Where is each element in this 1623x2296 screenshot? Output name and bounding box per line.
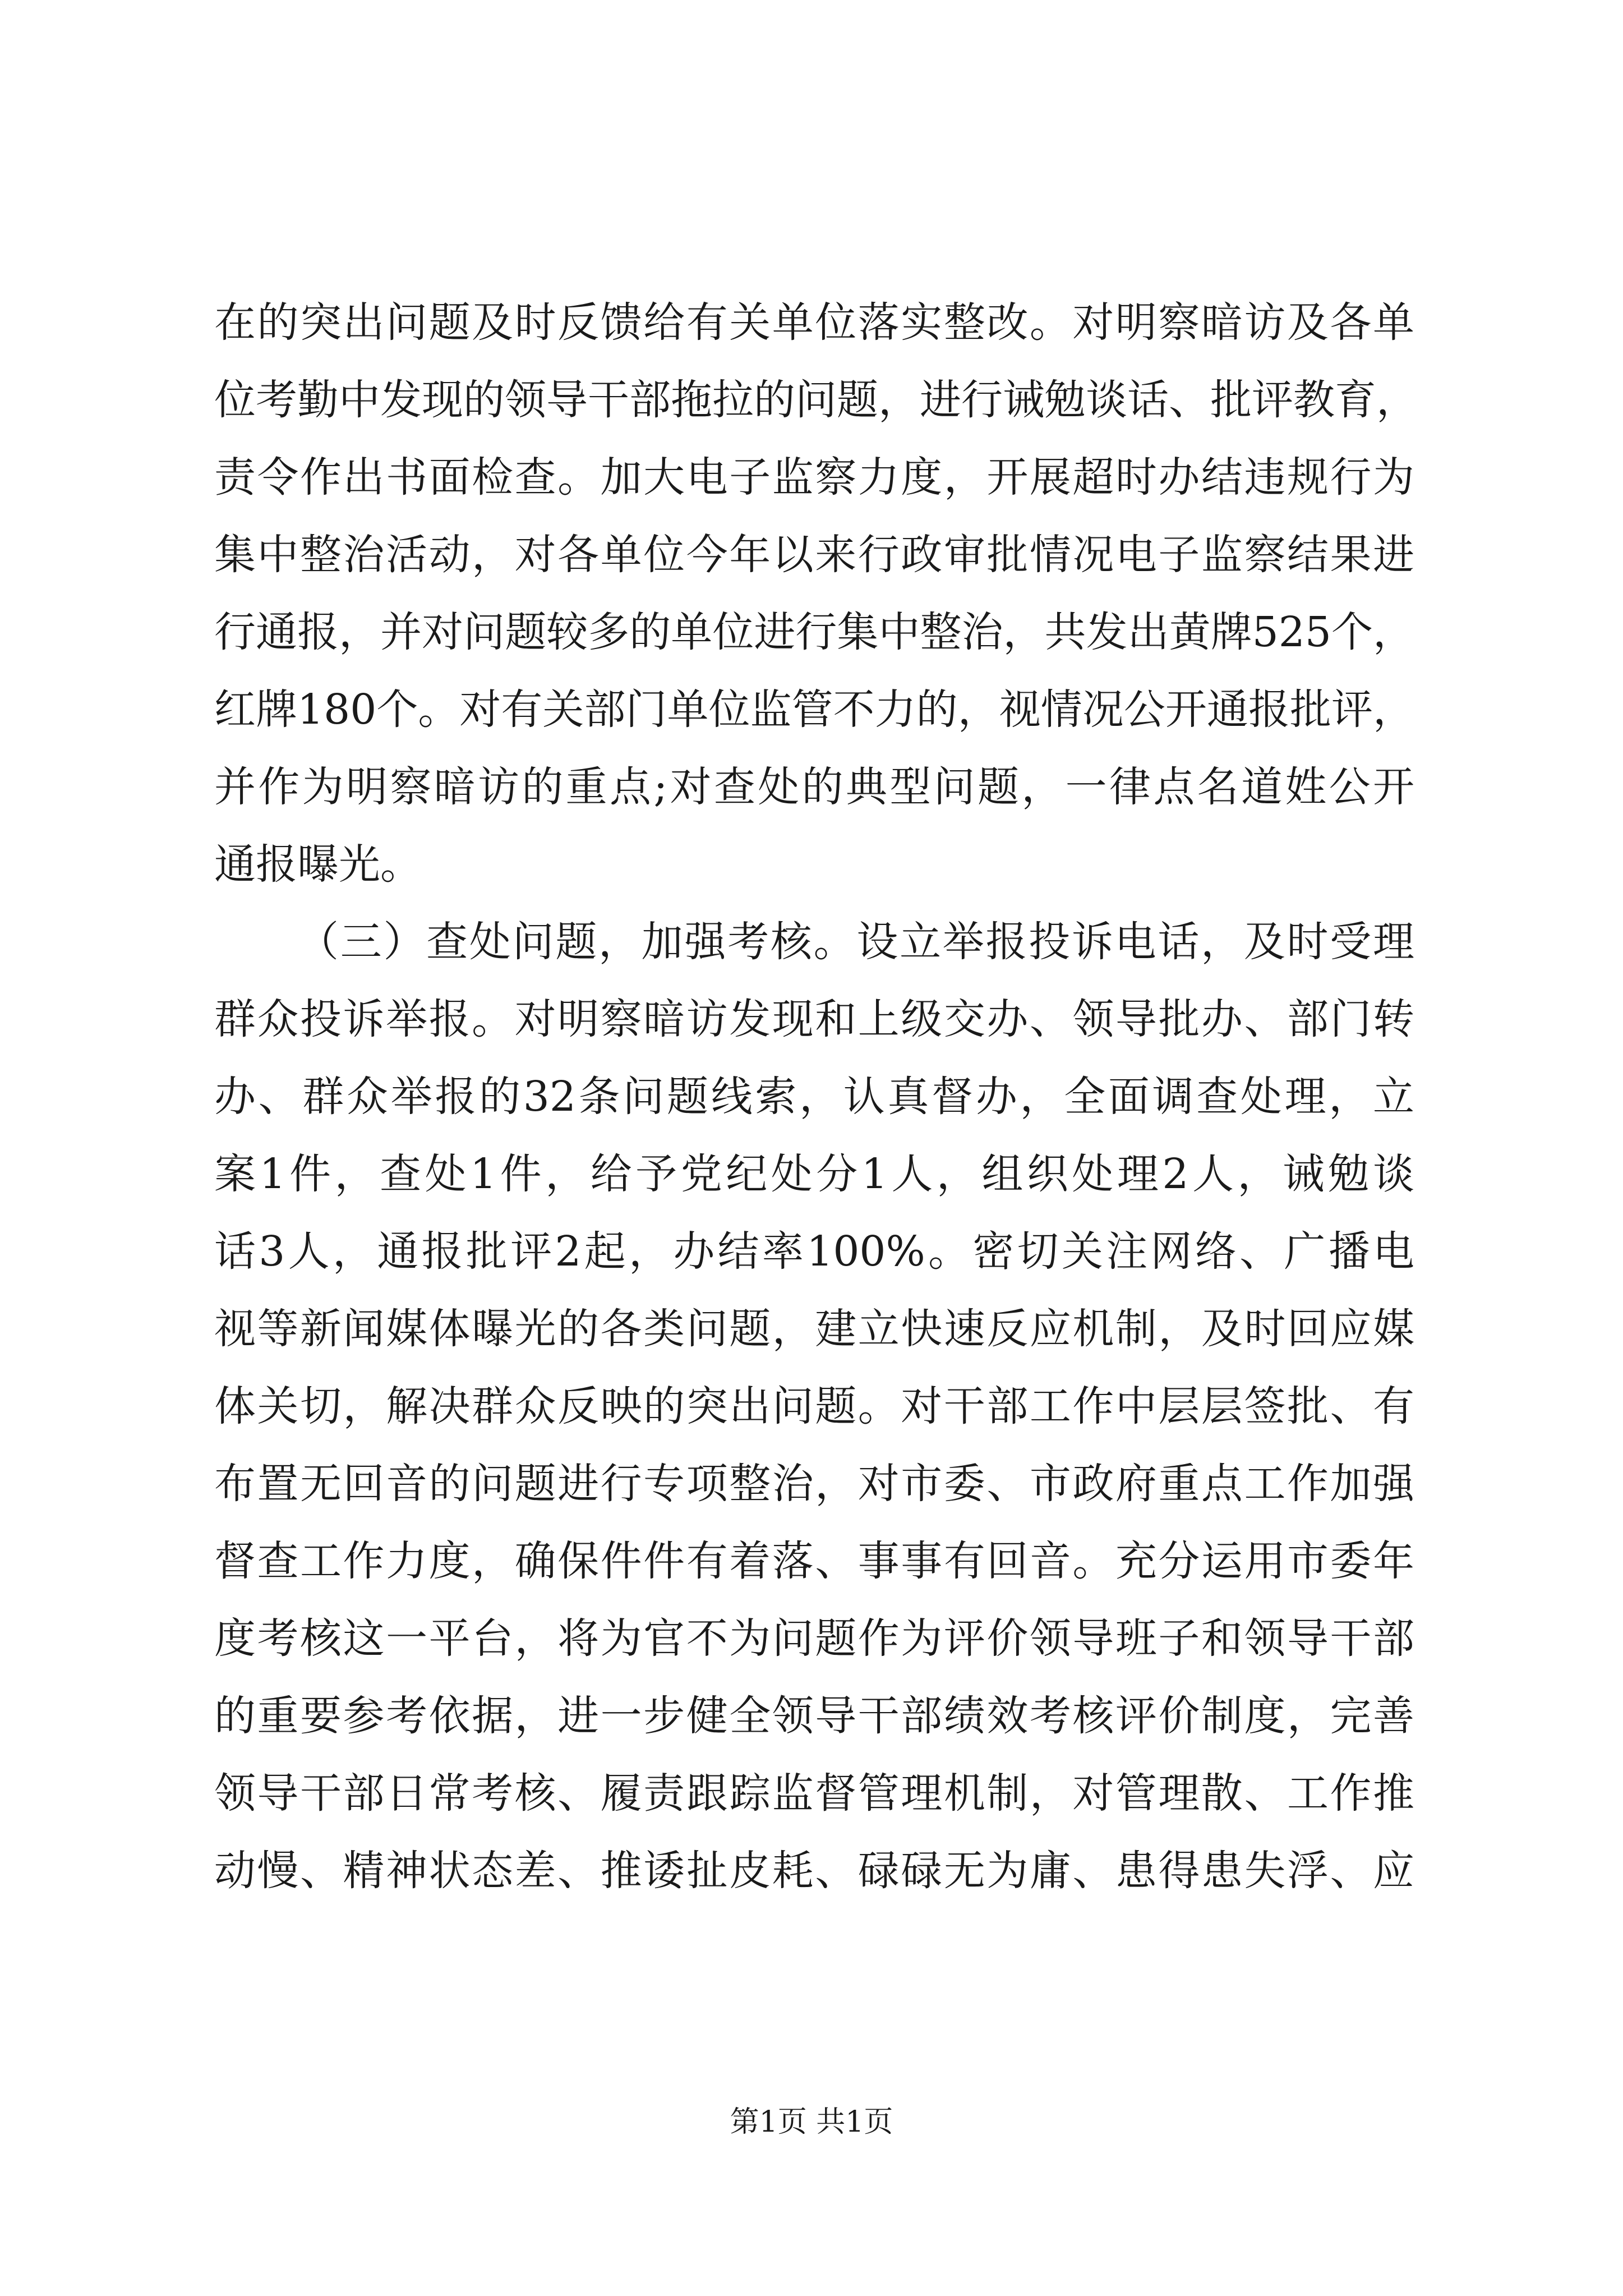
text-line: 办、群众举报的32条问题线索，认真督办，全面调查处理，立 [214, 1073, 1414, 1121]
text-line: 集中整治活动，对各单位今年以来行政审批情况电子监察结果进 [214, 531, 1414, 579]
text-line: 在的突出问题及时反馈给有关单位落实整改。对明察暗访及各单 [214, 298, 1414, 347]
paragraph-2 [214, 903, 1414, 1910]
text-line: （三）查处问题，加强考核。设立举报投诉电话，及时受理 [297, 918, 1414, 966]
text-line: 位考勤中发现的领导干部拖拉的问题，进行诫勉谈话、批评教育， [214, 376, 1418, 424]
paragraph-1 [214, 284, 1418, 903]
text-line: 度考核这一平台，将为官不为问题作为评价领导班子和领导干部 [214, 1614, 1414, 1663]
text-line: 话3人，通报批评2起，办结率100%。密切关注网络、广播电 [214, 1227, 1414, 1276]
text-line: 的重要参考依据，进一步健全领导干部绩效考核评价制度，完善 [214, 1692, 1414, 1740]
text-line: 视等新闻媒体曝光的各类问题，建立快速反应机制，及时回应媒 [214, 1305, 1414, 1353]
body-text [214, 284, 1418, 1910]
text-line: 领导干部日常考核、履责跟踪监督管理机制，对管理散、工作推 [214, 1769, 1414, 1818]
text-line: 并作为明察暗访的重点;对查处的典型问题，一律点名道姓公开 [214, 763, 1414, 811]
page-number-label: 第1页 共1页 [730, 2105, 893, 2139]
text-line: 督查工作力度，确保件件有着落、事事有回音。充分运用市委年 [214, 1537, 1414, 1585]
text-line: 体关切，解决群众反映的突出问题。对干部工作中层层签批、有 [214, 1382, 1414, 1430]
text-line: 布置无回音的问题进行专项整治，对市委、市政府重点工作加强 [214, 1460, 1414, 1508]
text-line: 行通报，并对问题较多的单位进行集中整治，共发出黄牌525个， [214, 608, 1414, 656]
text-line: 案1件，查处1件，给予党纪处分1人，组织处理2人，诫勉谈 [214, 1150, 1414, 1198]
text-line: 通报曝光。 [214, 840, 422, 889]
text-line: 动慢、精神状态差、推诿扯皮耗、碌碌无为庸、患得患失浮、应 [214, 1847, 1414, 1895]
text-line: 群众投诉举报。对明察暗访发现和上级交办、领导批办、部门转 [214, 995, 1414, 1043]
text-line: 责令作出书面检查。加大电子监察力度，开展超时办结违规行为 [214, 453, 1414, 501]
text-line: 红牌180个。对有关部门单位监管不力的，视情况公开通报批评， [214, 685, 1414, 734]
page-footer [0, 2102, 1623, 2142]
